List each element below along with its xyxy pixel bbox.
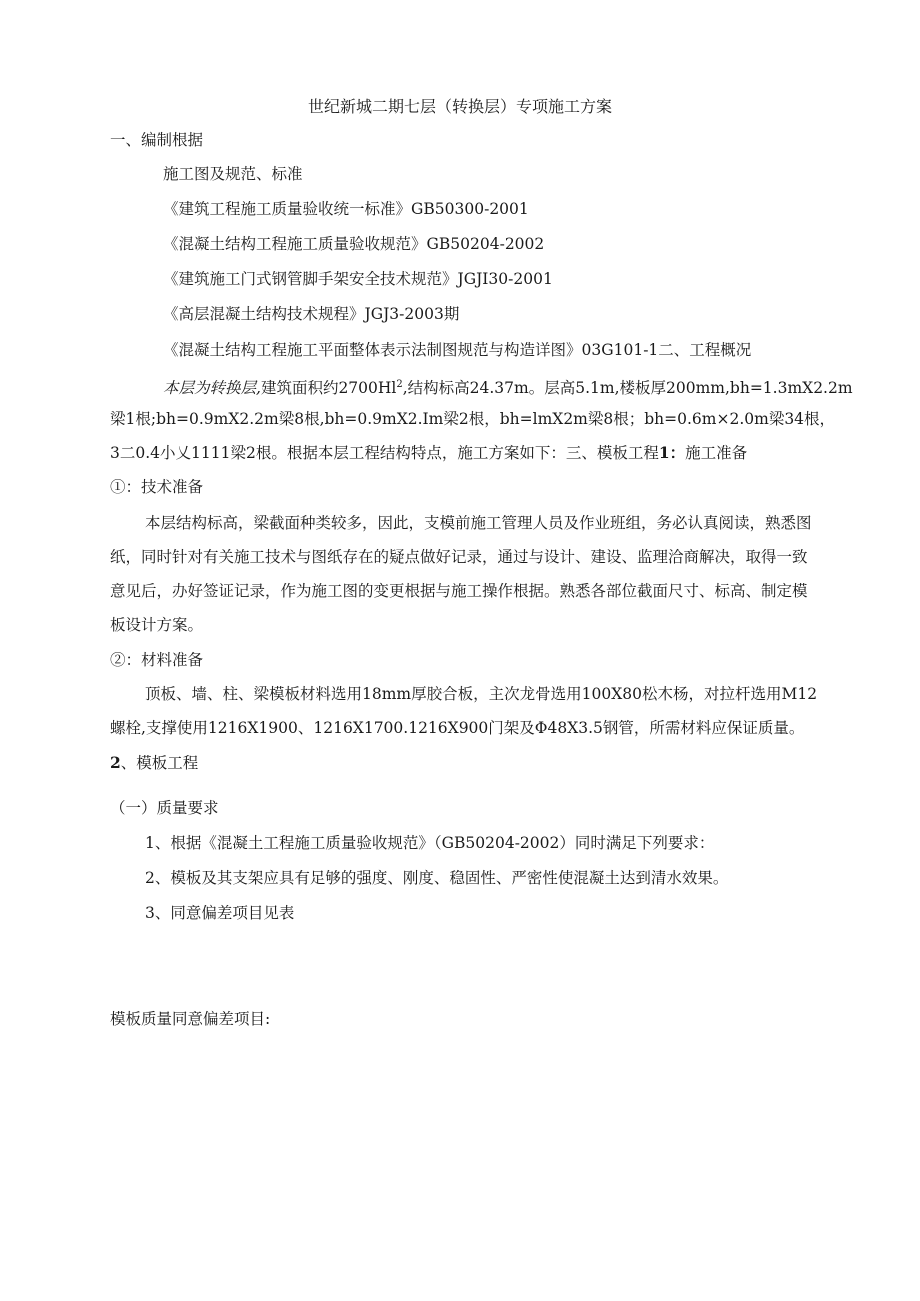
overview-line-1: [163, 374, 853, 399]
reference-item: 《建筑施工门式钢管脚手架安全技术规范》JGJI30-2001: [163, 270, 553, 288]
quality-requirements-heading: （一）质量要求: [110, 799, 219, 817]
overview-line-3-num: 1：: [658, 443, 686, 462]
tech-prep-line: 纸，同时针对有关施工技术与图纸存在的疑点做好记录，通过与设计、建设、监理洽商解决，取得一致: [110, 548, 808, 566]
tech-prep-line: 本层结构标高，梁截面种类较多，因此，支模前施工管理人员及作业班组，务必认真阅读，熟悉图: [145, 514, 812, 532]
overview-line-3-b: 施工准备: [685, 444, 748, 462]
section-1-heading: 一、编制根据: [110, 131, 204, 149]
material-prep-line: 螺栓,支撑使用1216X1900、1216X1700.1216X900门架及Φ48X3.5钢管，所需材料应保证质量。: [110, 719, 805, 737]
overview-lead: 本层为转换层,: [163, 379, 261, 398]
quality-requirement-item: 1、根据《混凝土工程施工质量验收规范》（GB50204-2002）同时满足下列要求：: [145, 834, 715, 852]
document-title: 世纪新城二期七层（转换层）专项施工方案: [307, 97, 612, 116]
reference-item: 《混凝土结构工程施工质量验收规范》GB50204-2002: [163, 235, 545, 253]
overview-line-3: [110, 442, 747, 464]
section-1-subheading: 施工图及规范、标准: [163, 165, 303, 183]
material-prep-line: 顶板、墙、柱、梁模板材料选用18mm厚胶合板，主次龙骨选用100X80松木杨，对拉杆选用M12: [145, 685, 818, 703]
reference-item: 《建筑工程施工质量验收统一标准》GB50300-2001: [163, 200, 529, 218]
section-2-title: 、模板工程: [120, 754, 199, 772]
overview-line-1-tail: ,结构标高24.37m。层高5.1m,楼板厚200mm,bh=1.3mX2.2m: [402, 379, 853, 398]
superscript: 2: [396, 379, 403, 390]
section-2-heading: [110, 752, 198, 774]
quality-requirement-item: 3、同意偏差项目见表: [145, 904, 295, 922]
overview-line-2: 梁1根;bh=0.9mX2.2m梁8根,bh=0.9mX2.Im梁2根，bh=lmX2m梁8根；bh=0.6m×2.0m梁34根，: [110, 410, 836, 428]
reference-item: 《高层混凝土结构技术规程》JGJ3-2003期: [163, 305, 460, 323]
tech-prep-line: 意见后，办好签证记录，作为施工图的变更根据与施工操作根据。熟悉各部位截面尺寸、标高、制定模: [110, 582, 808, 600]
tech-prep-heading: ①：技术准备: [110, 478, 204, 496]
overview-line-3-a: 3二0.4小乂1111梁2根。根据本层工程结构特点，施工方案如下：三、模板工程: [110, 444, 659, 462]
overview-area: 建筑面积约2700Hl: [260, 379, 397, 398]
quality-requirement-item: 2、模板及其支架应具有足够的强度、刚度、稳固性、严密性使混凝土达到清水效果。: [145, 869, 729, 887]
section-2-number: 2: [110, 753, 121, 772]
tech-prep-line: 板设计方案。: [110, 616, 204, 634]
tolerance-table-label: 模板质量同意偏差项目:: [110, 1010, 271, 1028]
material-prep-heading: ②：材料准备: [110, 651, 204, 669]
reference-item: 《混凝土结构工程施工平面整体表示法制图规范与构造详图》03G101-1二、工程概况: [163, 341, 752, 359]
